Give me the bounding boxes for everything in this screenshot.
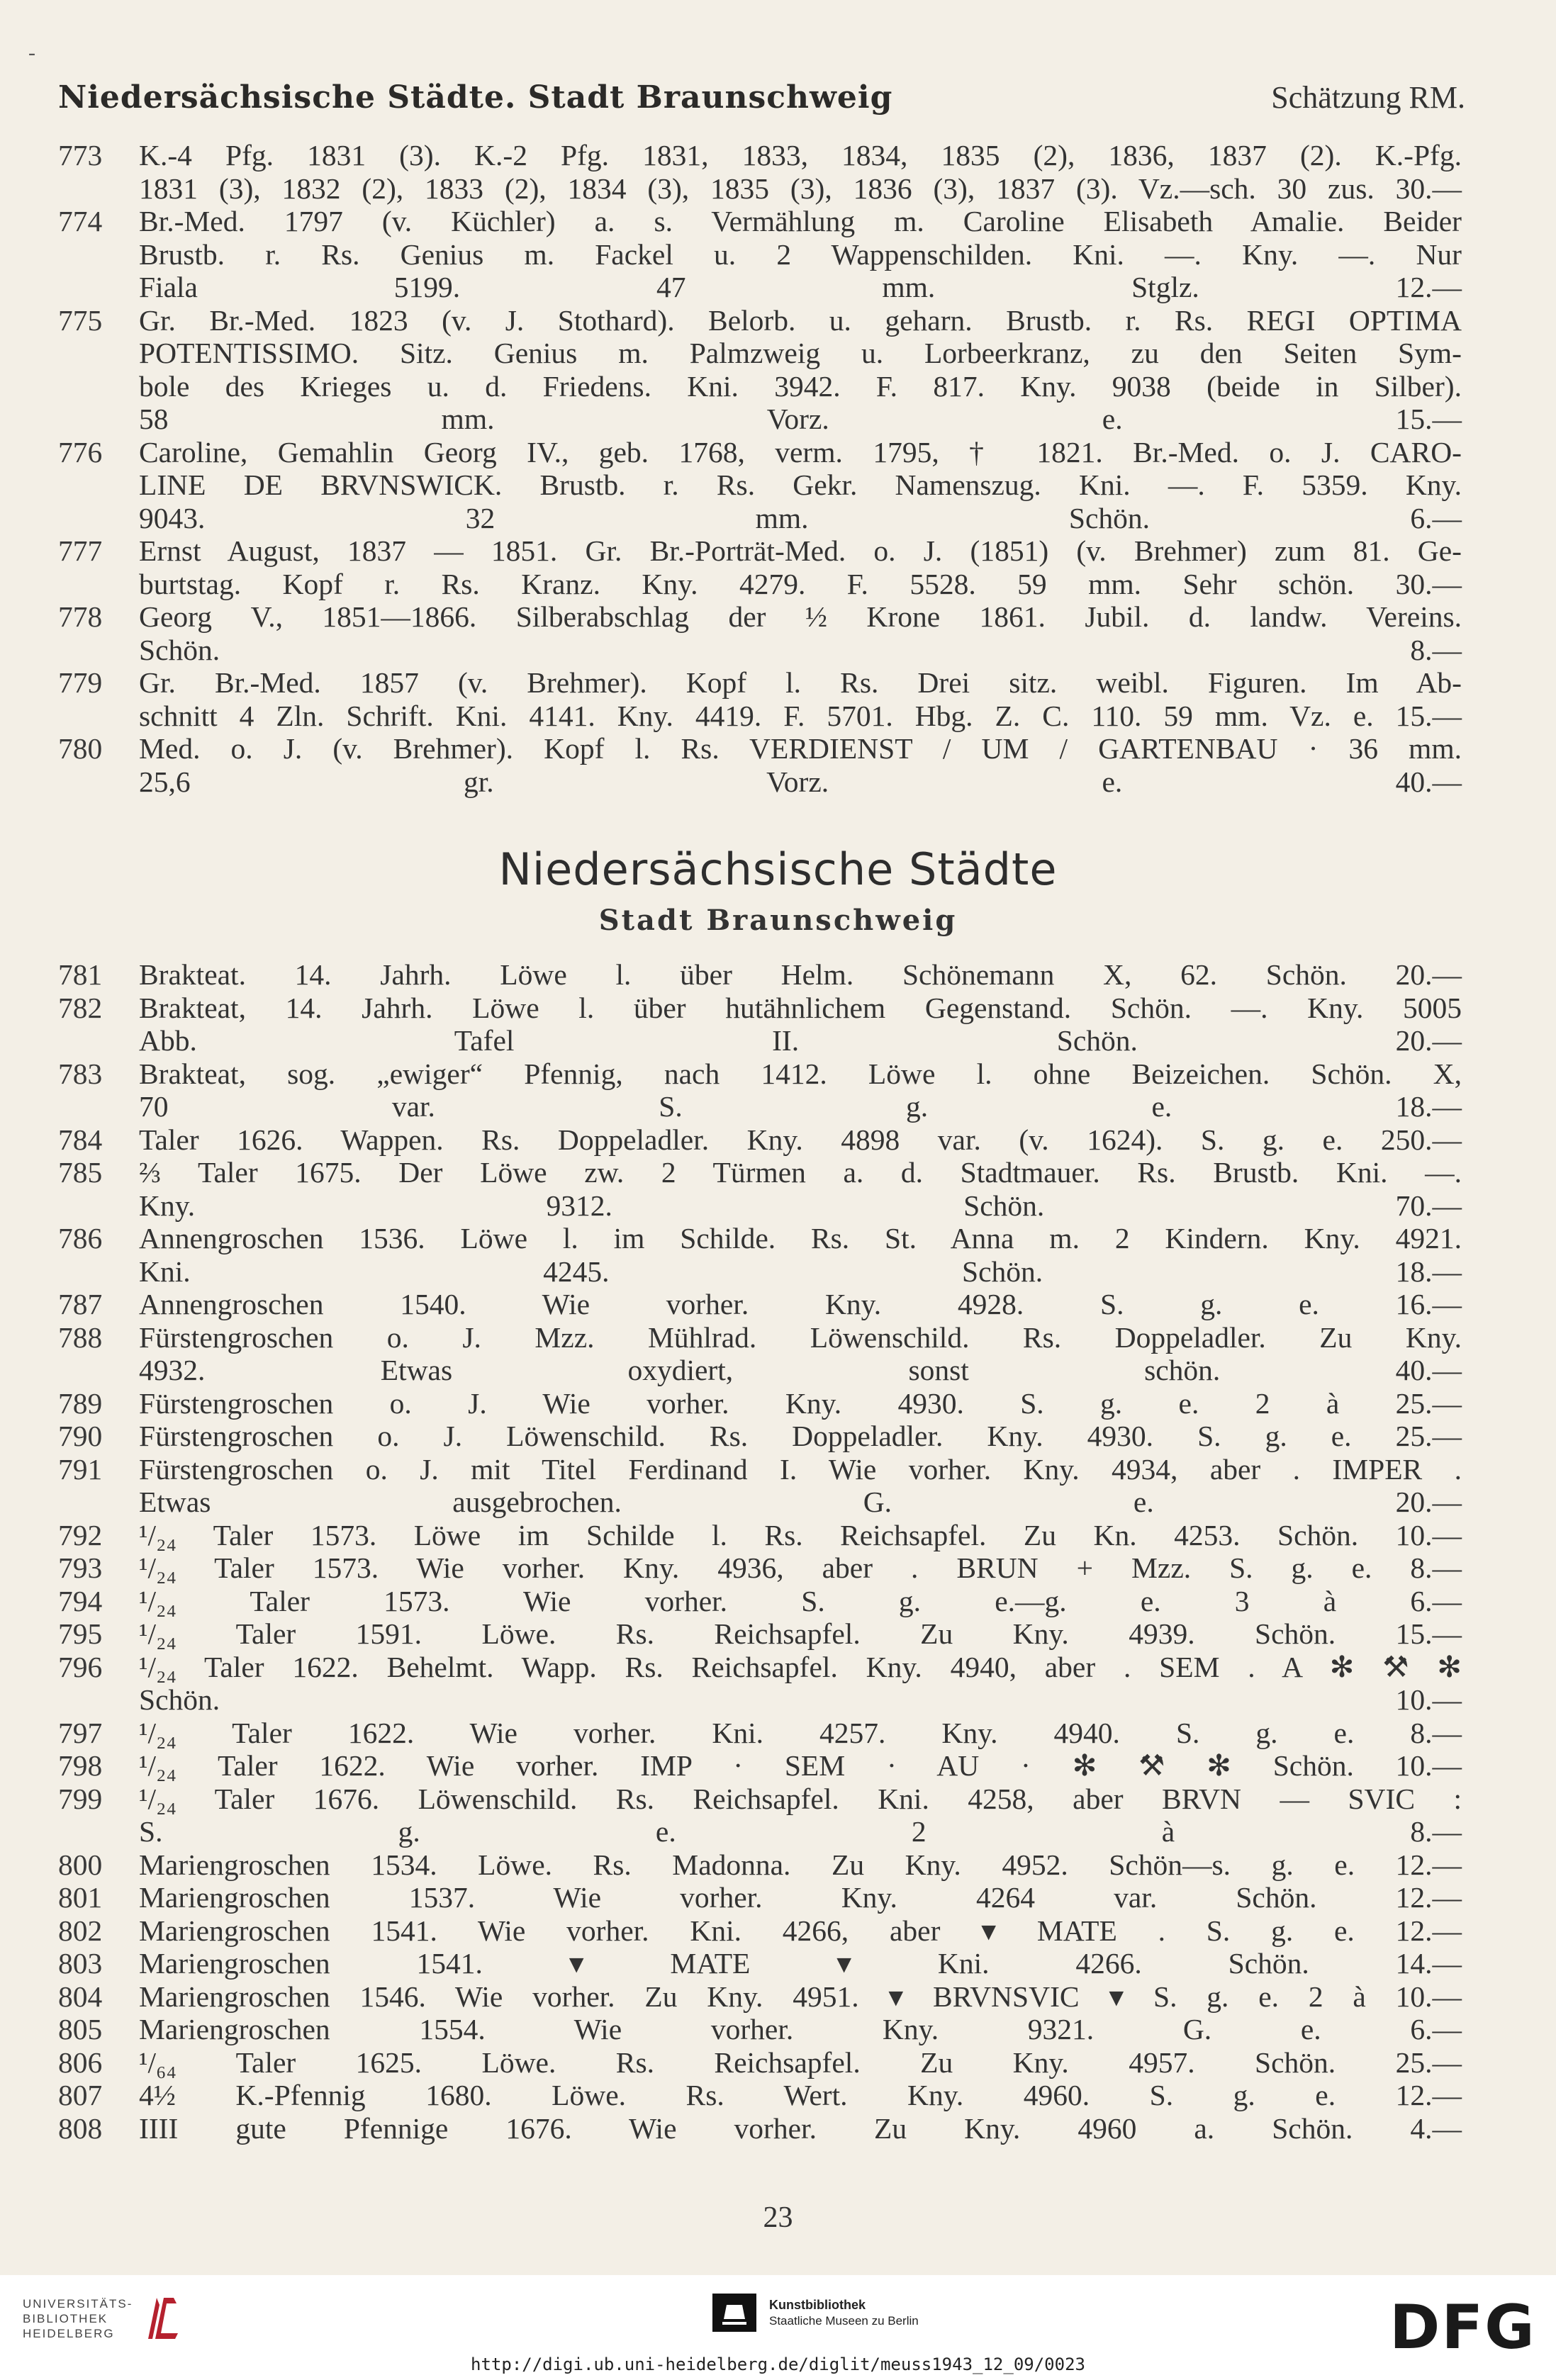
description-line: Mariengroschen 1541. Wie vorher. Kni. 4266, aber ▾ MATE . S. g. e. 12.— xyxy=(139,1914,1462,1947)
lot-number: 777 xyxy=(58,534,103,567)
kb-line-2: Staatliche Museen zu Berlin xyxy=(769,2313,919,2328)
lot-number: 800 xyxy=(58,1848,103,1881)
description-line: Annengroschen 1536. Löwe l. im Schilde. Rs. St. Anna m. 2 Kindern. Kny. 4921. xyxy=(139,1222,1462,1254)
lot-number: 794 xyxy=(58,1584,103,1617)
lot-description xyxy=(139,1420,1462,1453)
entries-top xyxy=(0,139,1556,798)
section-subheading: Stadt Braunschweig xyxy=(598,904,958,937)
lot-number: 778 xyxy=(58,600,103,633)
lot-entry xyxy=(0,1947,1556,1980)
page-number: 23 xyxy=(763,2201,793,2234)
description-line: Brakteat, sog. „ewiger“ Pfennig, nach 1412. Löwe l. ohne Beizeichen. Schön. X, xyxy=(139,1057,1462,1090)
description-line: Fürstengroschen o. J. Wie vorher. Kny. 4930. S. g. e. 2 à 25.— xyxy=(139,1386,1462,1420)
lot-description xyxy=(139,958,1462,992)
lot-description xyxy=(139,2046,1462,2079)
lot-entry xyxy=(0,1617,1556,1651)
lot-entry xyxy=(0,1717,1556,1750)
uni-logo-text xyxy=(23,2296,133,2341)
lot-number: 792 xyxy=(58,1518,103,1551)
lot-number: 781 xyxy=(58,958,103,991)
lot-number: 803 xyxy=(58,1947,103,1980)
lot-entry xyxy=(0,732,1556,798)
lot-number: 798 xyxy=(58,1749,103,1782)
lot-entry xyxy=(0,600,1556,666)
lot-entry xyxy=(0,436,1556,535)
source-url[interactable]: http://digi.ub.uni-heidelberg.de/diglit/meuss1943_12_09/0023 xyxy=(471,2354,1085,2374)
lot-description xyxy=(139,1585,1462,1618)
lot-number: 805 xyxy=(58,2013,103,2045)
description-line: Fürstengroschen o. J. Löwenschild. Rs. Doppeladler. Kny. 4930. S. g. e. 25.— xyxy=(139,1420,1462,1452)
description-line: ¹/₂₄ Taler 1591. Löwe. Rs. Reichsapfel. Zu Kny. 4939. Schön. 15.— xyxy=(139,1617,1462,1650)
description-line: Fürstengroschen o. J. Mzz. Mühlrad. Löwenschild. Rs. Doppeladler. Zu Kny. xyxy=(139,1320,1462,1354)
description-line: S. g. e. 2 à 8.— xyxy=(139,1815,1462,1848)
lot-entry xyxy=(0,1453,1556,1519)
lot-number: 773 xyxy=(58,139,103,172)
lot-entry xyxy=(0,958,1556,992)
running-header xyxy=(58,79,1465,116)
lot-number: 779 xyxy=(58,666,103,699)
lot-number: 804 xyxy=(58,1980,103,2013)
lot-number: 780 xyxy=(58,732,103,765)
lot-number: 802 xyxy=(58,1914,103,1947)
lot-number: 801 xyxy=(58,1881,103,1914)
lot-entry xyxy=(0,1783,1556,1848)
lot-number: 776 xyxy=(58,435,103,468)
description-line: ¹/₂₄ Taler 1573. Wie vorher. Kny. 4936, aber . BRUN + Mzz. S. g. e. 8.— xyxy=(139,1551,1462,1584)
lot-entry xyxy=(0,205,1556,304)
lot-description xyxy=(139,1387,1462,1420)
description-line: Kni. 4245. Schön. 18.— xyxy=(139,1254,1462,1288)
description-line: Taler 1626. Wappen. Rs. Doppeladler. Kny. 4898 var. (v. 1624). S. g. e. 250.— xyxy=(139,1123,1462,1156)
lot-number: 807 xyxy=(58,2079,103,2111)
lot-entry xyxy=(0,1519,1556,1552)
lot-description xyxy=(139,1288,1462,1321)
lot-description xyxy=(139,600,1462,666)
description-line: ¹/₂₄ Taler 1622. Wie vorher. Kni. 4257. Kny. 4940. S. g. e. 8.— xyxy=(139,1716,1462,1749)
lot-description xyxy=(139,1717,1462,1750)
lot-description xyxy=(139,1321,1462,1387)
running-title: Niedersächsische Städte. Stadt Braunschweig xyxy=(58,79,893,116)
lot-description xyxy=(139,1881,1462,1914)
description-line: 4932. Etwas oxydiert, sonst schön. 40.— xyxy=(139,1354,1462,1386)
description-line: ¹/₂₄ Taler 1622. Wie vorher. IMP · SEM · AU · ✻ ⚒ ✻ Schön. 10.— xyxy=(139,1749,1462,1782)
lot-entry xyxy=(0,1156,1556,1222)
lot-entry xyxy=(0,1321,1556,1387)
lot-entry xyxy=(0,1585,1556,1618)
lot-entry xyxy=(0,534,1556,600)
description-line: 25,6 gr. Vorz. e. 40.— xyxy=(139,765,1462,798)
description-line: POTENTISSIMO. Sitz. Genius m. Palmzweig u. Lorbeerkranz, zu den Seiten Sym- xyxy=(139,337,1462,369)
uni-line-2: BIBLIOTHEK xyxy=(23,2311,108,2325)
lot-description xyxy=(139,1453,1462,1519)
description-line: ¹/₂₄ Taler 1573. Wie vorher. S. g. e.—g. e. 3 à 6.— xyxy=(139,1584,1462,1617)
lot-number: 796 xyxy=(58,1650,103,1683)
lot-number: 799 xyxy=(58,1782,103,1815)
lot-number: 791 xyxy=(58,1452,103,1486)
lot-entry xyxy=(0,2046,1556,2079)
lot-description xyxy=(139,2013,1462,2046)
kunstbibliothek-logo[interactable] xyxy=(712,2291,919,2335)
lot-description xyxy=(139,1617,1462,1651)
description-line: 1831 (3), 1832 (2), 1833 (2), 1834 (3), 1835 (3), 1836 (3), 1837 (3). Vz.—sch. 30 zus. 30.— xyxy=(139,172,1462,205)
description-line: Caroline, Gemahlin Georg IV., geb. 1768, verm. 1795, † 1821. Br.-Med. o. J. CARO- xyxy=(139,435,1462,468)
lot-entry xyxy=(0,1848,1556,1882)
lot-entry xyxy=(0,1551,1556,1585)
lot-description xyxy=(139,139,1462,205)
section-heading: Niedersächsische Städte xyxy=(498,843,1058,895)
lot-entry xyxy=(0,1420,1556,1453)
lot-description xyxy=(139,1914,1462,1948)
lot-entry xyxy=(0,1651,1556,1717)
lot-description xyxy=(139,1651,1462,1717)
description-line: 70 var. S. g. e. 18.— xyxy=(139,1090,1462,1123)
description-line: ¹/₂₄ Taler 1573. Löwe im Schilde l. Rs. Reichsapfel. Zu Kn. 4253. Schön. 10.— xyxy=(139,1518,1462,1551)
description-line: Etwas ausgebrochen. G. e. 20.— xyxy=(139,1486,1462,1518)
lot-entry xyxy=(0,1749,1556,1783)
kb-line-1: Kunstbibliothek xyxy=(769,2297,866,2312)
lot-description xyxy=(139,2079,1462,2112)
lot-description xyxy=(139,205,1462,304)
lot-description xyxy=(139,1156,1462,1222)
lot-entry xyxy=(0,139,1556,205)
description-line: Fiala 5199. 47 mm. Stglz. 12.— xyxy=(139,271,1462,303)
lot-number: 797 xyxy=(58,1716,103,1749)
lot-entry xyxy=(0,1881,1556,1914)
lot-number: 774 xyxy=(58,205,103,237)
lot-number: 808 xyxy=(58,2111,103,2145)
lot-description xyxy=(139,1123,1462,1157)
lot-entry xyxy=(0,992,1556,1057)
description-line: Brakteat, 14. Jahrh. Löwe l. über hutähnlichem Gegenstand. Schön. —. Kny. 5005 xyxy=(139,991,1462,1024)
lot-number: 782 xyxy=(58,991,103,1024)
lot-number: 783 xyxy=(58,1057,103,1090)
footer-strip xyxy=(0,2275,1556,2380)
lot-description xyxy=(139,304,1462,436)
lot-description xyxy=(139,436,1462,535)
lot-number: 785 xyxy=(58,1156,103,1189)
description-line: Gr. Br.-Med. 1857 (v. Brehmer). Kopf l. Rs. Drei sitz. weibl. Figuren. Im Ab- xyxy=(139,666,1462,699)
lot-entry xyxy=(0,1123,1556,1157)
description-line: Med. o. J. (v. Brehmer). Kopf l. Rs. VERDIENST / UM / GARTENBAU · 36 mm. xyxy=(139,732,1462,765)
description-line: Mariengroschen 1541. ▾ MATE ▾ Kni. 4266. Schön. 14.— xyxy=(139,1947,1462,1980)
description-line: ¹/₂₄ Taler 1622. Behelmt. Wapp. Rs. Reichsapfel. Kny. 4940, aber . SEM . A ✻ ⚒ ✻ xyxy=(139,1650,1462,1683)
description-line: 58 mm. Vorz. e. 15.— xyxy=(139,403,1462,435)
lot-description xyxy=(139,1848,1462,1882)
lot-number: 795 xyxy=(58,1617,103,1650)
description-line: Georg V., 1851—1866. Silberabschlag der ½ Krone 1861. Jubil. d. landw. Vereins. xyxy=(139,600,1462,633)
description-line: burtstag. Kopf r. Rs. Kranz. Kny. 4279. F. 5528. 59 mm. Sehr schön. 30.— xyxy=(139,567,1462,600)
lot-entry xyxy=(0,2079,1556,2112)
entries-bottom xyxy=(0,958,1556,2145)
description-line: LINE DE BRVNSWICK. Brustb. r. Rs. Gekr. Namenszug. Kni. —. F. 5359. Kny. xyxy=(139,468,1462,501)
description-line: IIII gute Pfennige 1676. Wie vorher. Zu Kny. 4960 a. Schön. 4.— xyxy=(139,2111,1462,2145)
lot-description xyxy=(139,1783,1462,1848)
lot-description xyxy=(139,992,1462,1057)
uni-line-1: UNIVERSITÄTS- xyxy=(23,2296,133,2311)
description-line: 4½ K.-Pfennig 1680. Löwe. Rs. Wert. Kny. 4960. S. g. e. 12.— xyxy=(139,2079,1462,2111)
lot-number: 784 xyxy=(58,1123,103,1156)
lot-description xyxy=(139,1519,1462,1552)
lot-entry xyxy=(0,1057,1556,1123)
description-line: Gr. Br.-Med. 1823 (v. J. Stothard). Belorb. u. geharn. Brustb. r. Rs. REGI OPTIMA xyxy=(139,303,1462,337)
lot-entry xyxy=(0,1288,1556,1321)
lot-entry xyxy=(0,2112,1556,2145)
lot-number: 787 xyxy=(58,1288,103,1320)
uni-emblem-icon xyxy=(142,2294,188,2343)
kunstbibliothek-emblem-icon xyxy=(712,2291,756,2335)
lot-entry xyxy=(0,1222,1556,1288)
lot-number: 789 xyxy=(58,1386,103,1420)
description-line: Schön. 8.— xyxy=(139,633,1462,666)
description-line: Mariengroschen 1554. Wie vorher. Kny. 9321. G. e. 6.— xyxy=(139,2013,1462,2045)
lot-description xyxy=(139,1749,1462,1783)
description-line: Mariengroschen 1534. Löwe. Rs. Madonna. Zu Kny. 4952. Schön—s. g. e. 12.— xyxy=(139,1848,1462,1881)
uni-line-3: HEIDELBERG xyxy=(23,2326,115,2340)
estimate-column-label: Schätzung RM. xyxy=(1271,80,1465,115)
lot-entry xyxy=(0,304,1556,436)
lot-entry xyxy=(0,1914,1556,1948)
lot-description xyxy=(139,1057,1462,1123)
description-line: Br.-Med. 1797 (v. Küchler) a. s. Vermählung m. Caroline Elisabeth Amalie. Beider xyxy=(139,205,1462,237)
description-line: Abb. Tafel II. Schön. 20.— xyxy=(139,1024,1462,1057)
lot-entry xyxy=(0,1980,1556,2014)
description-line: 9043. 32 mm. Schön. 6.— xyxy=(139,501,1462,534)
description-line: Fürstengroschen o. J. mit Titel Ferdinand I. Wie vorher. Kny. 4934, aber . IMPER . xyxy=(139,1452,1462,1486)
description-line: ¹/₆₄ Taler 1625. Löwe. Rs. Reichsapfel. Zu Kny. 4957. Schön. 25.— xyxy=(139,2045,1462,2079)
description-line: Brustb. r. Rs. Genius m. Fackel u. 2 Wappenschilden. Kni. —. Kny. —. Nur xyxy=(139,237,1462,271)
description-line: Kny. 9312. Schön. 70.— xyxy=(139,1189,1462,1222)
description-line: schnitt 4 Zln. Schrift. Kni. 4141. Kny. 4419. F. 5701. Hbg. Z. C. 110. 59 mm. Vz. e. 15.— xyxy=(139,699,1462,732)
lot-number: 775 xyxy=(58,303,103,337)
description-line: bole des Krieges u. d. Friedens. Kni. 3942. F. 817. Kny. 9038 (beide in Silber). xyxy=(139,369,1462,403)
lot-description xyxy=(139,1551,1462,1585)
lot-number: 788 xyxy=(58,1320,103,1354)
lot-description xyxy=(139,534,1462,600)
lot-description xyxy=(139,666,1462,732)
description-line: Mariengroschen 1546. Wie vorher. Zu Kny. 4951. ▾ BRVNSVIC ▾ S. g. e. 2 à 10.— xyxy=(139,1980,1462,2013)
dfg-logo[interactable]: DFG xyxy=(1389,2292,1536,2363)
description-line: Brakteat. 14. Jahrh. Löwe l. über Helm. Schönemann X, 62. Schön. 20.— xyxy=(139,958,1462,991)
description-line: ⅔ Taler 1675. Der Löwe zw. 2 Türmen a. d. Stadtmauer. Rs. Brustb. Kni. —. xyxy=(139,1156,1462,1189)
lot-entry xyxy=(0,2013,1556,2046)
description-line: Annengroschen 1540. Wie vorher. Kny. 4928. S. g. e. 16.— xyxy=(139,1288,1462,1320)
lot-entry xyxy=(0,1387,1556,1420)
description-line: Ernst August, 1837 — 1851. Gr. Br.-Porträt-Med. o. J. (1851) (v. Brehmer) zum 81. Ge- xyxy=(139,534,1462,567)
description-line: Schön. 10.— xyxy=(139,1683,1462,1716)
description-line: ¹/₂₄ Taler 1676. Löwenschild. Rs. Reichsapfel. Kni. 4258, aber BRVN — SVIC : xyxy=(139,1782,1462,1815)
uni-heidelberg-logo[interactable] xyxy=(23,2294,188,2343)
lot-number: 793 xyxy=(58,1551,103,1584)
lot-description xyxy=(139,1980,1462,2014)
lot-number: 786 xyxy=(58,1222,103,1254)
lot-number: 806 xyxy=(58,2045,103,2079)
lot-entry xyxy=(0,666,1556,732)
lot-number: 790 xyxy=(58,1420,103,1452)
description-line: Mariengroschen 1537. Wie vorher. Kny. 4264 var. Schön. 12.— xyxy=(139,1881,1462,1914)
lot-description xyxy=(139,1222,1462,1288)
lot-description xyxy=(139,2112,1462,2145)
lot-description xyxy=(139,732,1462,798)
lot-description xyxy=(139,1947,1462,1980)
edge-mark: - xyxy=(28,41,35,64)
kunstbibliothek-text xyxy=(769,2297,919,2329)
description-line: K.-4 Pfg. 1831 (3). K.-2 Pfg. 1831, 1833, 1834, 1835 (2), 1836, 1837 (2). K.-Pfg. xyxy=(139,139,1462,172)
